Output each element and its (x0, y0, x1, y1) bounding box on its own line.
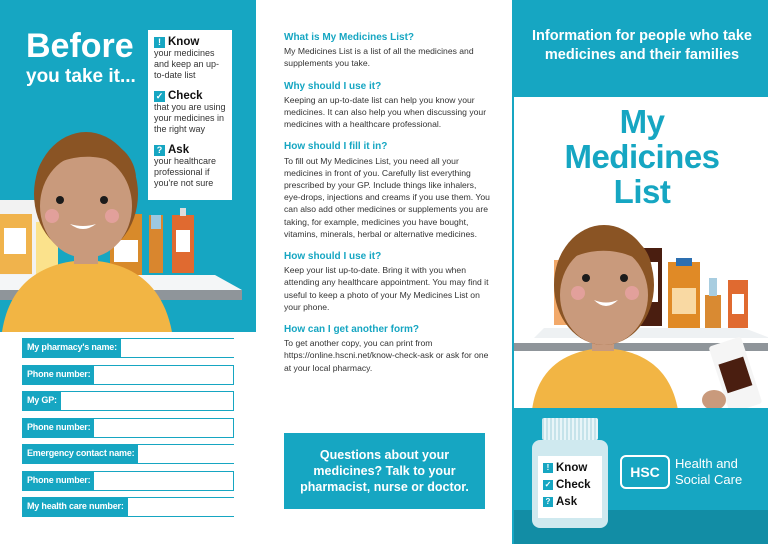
hsc-logo-mark: HSC (620, 455, 670, 489)
section-why-use (284, 81, 494, 131)
emergency-phone-field[interactable] (94, 472, 233, 490)
gp-row (22, 391, 234, 411)
gp-phone-label: Phone number: (23, 419, 94, 437)
middle-panel (256, 0, 512, 544)
audience-banner: Information for people who take medicines and their families (514, 0, 768, 97)
know-block (154, 37, 226, 81)
gp-field[interactable] (61, 392, 233, 410)
section-body: Keep your list up-to-date. Bring it with you when attending any healthcare appointment. You may find it useful to keep a photo of your My Medicines List on your phone. (284, 265, 489, 312)
health-care-number-row (22, 497, 234, 517)
info-sections (284, 32, 494, 385)
section-how-fill (284, 141, 494, 240)
before-hero (0, 0, 256, 332)
section-how-use (284, 251, 494, 313)
check-block (154, 91, 226, 135)
section-body: Keeping an up-to-date list can help you know your medicines. It can also help you when discussing your medicines with a healthcare professional. (284, 94, 487, 130)
exclamation-icon: ! (543, 463, 553, 473)
footer-band (514, 408, 768, 544)
right-panel (512, 0, 768, 544)
section-body: My Medicines List is a list of all the medicines and supplements you take. (284, 46, 474, 69)
take-it-subheading: you take it... (26, 66, 136, 87)
know-title: Know (168, 36, 200, 48)
medicine-bottle-graphic (532, 418, 608, 528)
gp-phone-field[interactable] (94, 419, 233, 437)
emergency-contact-label: Emergency contact name: (23, 445, 138, 463)
exclamation-icon: ! (154, 37, 165, 48)
hsc-logo-text (675, 456, 742, 488)
bottle-label (538, 456, 602, 518)
check-title: Check (168, 90, 203, 102)
title-line: Medicines (564, 138, 720, 175)
section-heading: How can I get another form? (284, 324, 420, 336)
person-holding-medicine-illustration (514, 200, 768, 410)
pharmacy-phone-row (22, 365, 234, 385)
section-what-is (284, 32, 494, 70)
logo-text-line: Social Care (675, 472, 743, 487)
section-another-form (284, 324, 494, 374)
section-heading: How should I use it? (284, 251, 382, 263)
section-heading: Why should I use it? (284, 80, 382, 92)
section-heading: What is My Medicines List? (284, 32, 415, 43)
bottle-ask: Ask (556, 496, 578, 508)
ask-text: your healthcare professional if you're not sure (154, 156, 217, 188)
emergency-contact-row (22, 444, 234, 464)
bottle-cap (542, 418, 598, 440)
pharmacy-name-row (22, 338, 234, 358)
section-body: To fill out My Medicines List, you need all your medicines in front of you. Carefully list everything prescribed by your GP. Include things like inhalers, eye-drops, injections and creams if you use them. You can also add other medicines or supplements you are taking, for example, medicines you have bought, vitamins, minerals, herbal or alternative medicines. (284, 155, 490, 239)
left-panel (0, 0, 256, 544)
pharmacy-name-field[interactable] (121, 339, 238, 357)
page-title (514, 104, 768, 209)
pharmacy-phone-label: Phone number: (23, 366, 94, 384)
gp-label: My GP: (23, 392, 61, 410)
emergency-phone-label: Phone number: (23, 472, 94, 490)
logo-text-line: Health and (675, 456, 738, 471)
question-icon: ? (154, 145, 165, 156)
bottle-check: Check (556, 479, 591, 491)
checkmark-icon: ✓ (155, 91, 164, 101)
section-heading: How should I fill it in? (284, 141, 388, 153)
ask-title: Ask (168, 144, 190, 156)
hsc-logo (620, 455, 742, 489)
question-icon: ? (543, 497, 553, 507)
ask-block (154, 145, 226, 189)
title-line: My (619, 103, 665, 140)
know-check-ask-card (148, 30, 232, 200)
pharmacy-phone-field[interactable] (94, 366, 233, 384)
know-text: your medicines and keep an up-to-date list (154, 48, 220, 80)
title-line: List (613, 173, 671, 210)
emergency-contact-field[interactable] (138, 445, 255, 463)
before-heading: Before (26, 27, 134, 65)
health-care-number-label: My health care number: (23, 498, 128, 516)
gp-phone-row (22, 418, 234, 438)
bottle-know: Know (556, 462, 588, 474)
check-text: that you are using your medicines in the right way (154, 102, 226, 134)
pharmacy-name-label: My pharmacy's name: (23, 339, 121, 357)
emergency-phone-row (22, 471, 234, 491)
checkmark-icon: ✓ (544, 480, 552, 489)
contact-details-form (22, 338, 234, 524)
questions-callout: Questions about your medicines? Talk to your pharmacist, nurse or doctor. (284, 433, 485, 509)
health-care-number-field[interactable] (128, 498, 245, 516)
section-body: To get another copy, you can print from https://online.hscni.net/know-check-ask or ask for one at your local pharmacy. (284, 338, 489, 373)
